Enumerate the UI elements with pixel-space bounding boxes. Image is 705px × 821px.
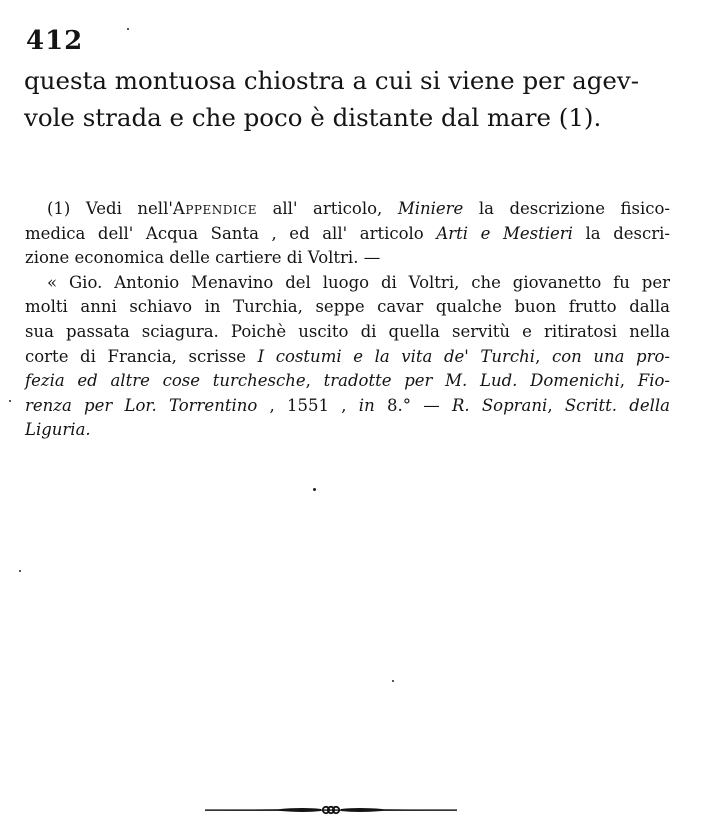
print-speck: [313, 488, 316, 491]
text: medica dell' Acqua Santa , ed all' articolo: [25, 223, 437, 243]
text: ,: [619, 371, 638, 391]
footnote-line: [25, 222, 670, 247]
footnote-line: sua passata sciagura. Poichè uscito di quella servitù e ritiratosi nella: [25, 321, 670, 341]
main-text: [24, 62, 676, 136]
print-speck: [9, 400, 11, 402]
footnote-line: [25, 394, 670, 419]
print-speck: [19, 570, 21, 572]
author-ref: R. Soprani: [451, 395, 548, 415]
text: in: [358, 395, 375, 415]
main-text-line: questa montuosa chiostra a cui si viene per agev-: [24, 66, 640, 95]
footnotes: [25, 197, 670, 443]
year: , 1551 ,: [257, 395, 359, 415]
print-speck: [127, 28, 129, 30]
footnote-line: [25, 369, 670, 394]
book-title: I costumi e la vita de' Turchi: [257, 346, 536, 366]
work-ref: Scritt. della: [564, 395, 670, 415]
print-speck: [392, 680, 394, 682]
translator: tradotte per M. Lud. Domenichi: [323, 371, 620, 391]
text: la descri-: [572, 223, 670, 243]
text: all' articolo,: [257, 199, 398, 218]
publisher: renza per Lor. Torrentino: [25, 395, 258, 415]
page-number: 412: [26, 26, 84, 56]
appendice-ref: Appendice: [172, 199, 258, 218]
text: ,: [547, 395, 565, 415]
footnote-line: zione economica delle cartiere di Voltri. —: [25, 248, 381, 268]
main-text-line: vole strada e che poco è distante dal mare (1).: [24, 103, 602, 132]
footnote-line: « Gio. Antonio Menavino del luogo di Voltri, che giovanetto fu per: [47, 272, 670, 292]
text: la descrizione fisico-: [463, 199, 670, 218]
book-title-cont: fezia ed altre cose turchesche: [25, 371, 306, 391]
arti-mestieri-ref: Arti e Mestieri: [436, 223, 573, 243]
text: (1) Vedi nell': [47, 199, 173, 218]
footnote-line: [25, 345, 670, 370]
book-title-cont: con una pro-: [551, 346, 671, 366]
footnote-line: molti anni schiavo in Turchia, seppe cavar qualche buon frutto dalla: [25, 297, 670, 317]
miniere-ref: Miniere: [397, 199, 464, 218]
ornament-rule: [203, 802, 459, 816]
format: 8.° —: [374, 395, 452, 415]
work-ref-cont: Liguria.: [25, 420, 91, 440]
text: ,: [535, 346, 552, 366]
footnote-line: [25, 418, 670, 443]
place: Fio-: [637, 371, 670, 391]
footnote-line: [25, 197, 670, 222]
text: ,: [305, 371, 324, 391]
text: corte di Francia, scrisse: [25, 346, 258, 366]
